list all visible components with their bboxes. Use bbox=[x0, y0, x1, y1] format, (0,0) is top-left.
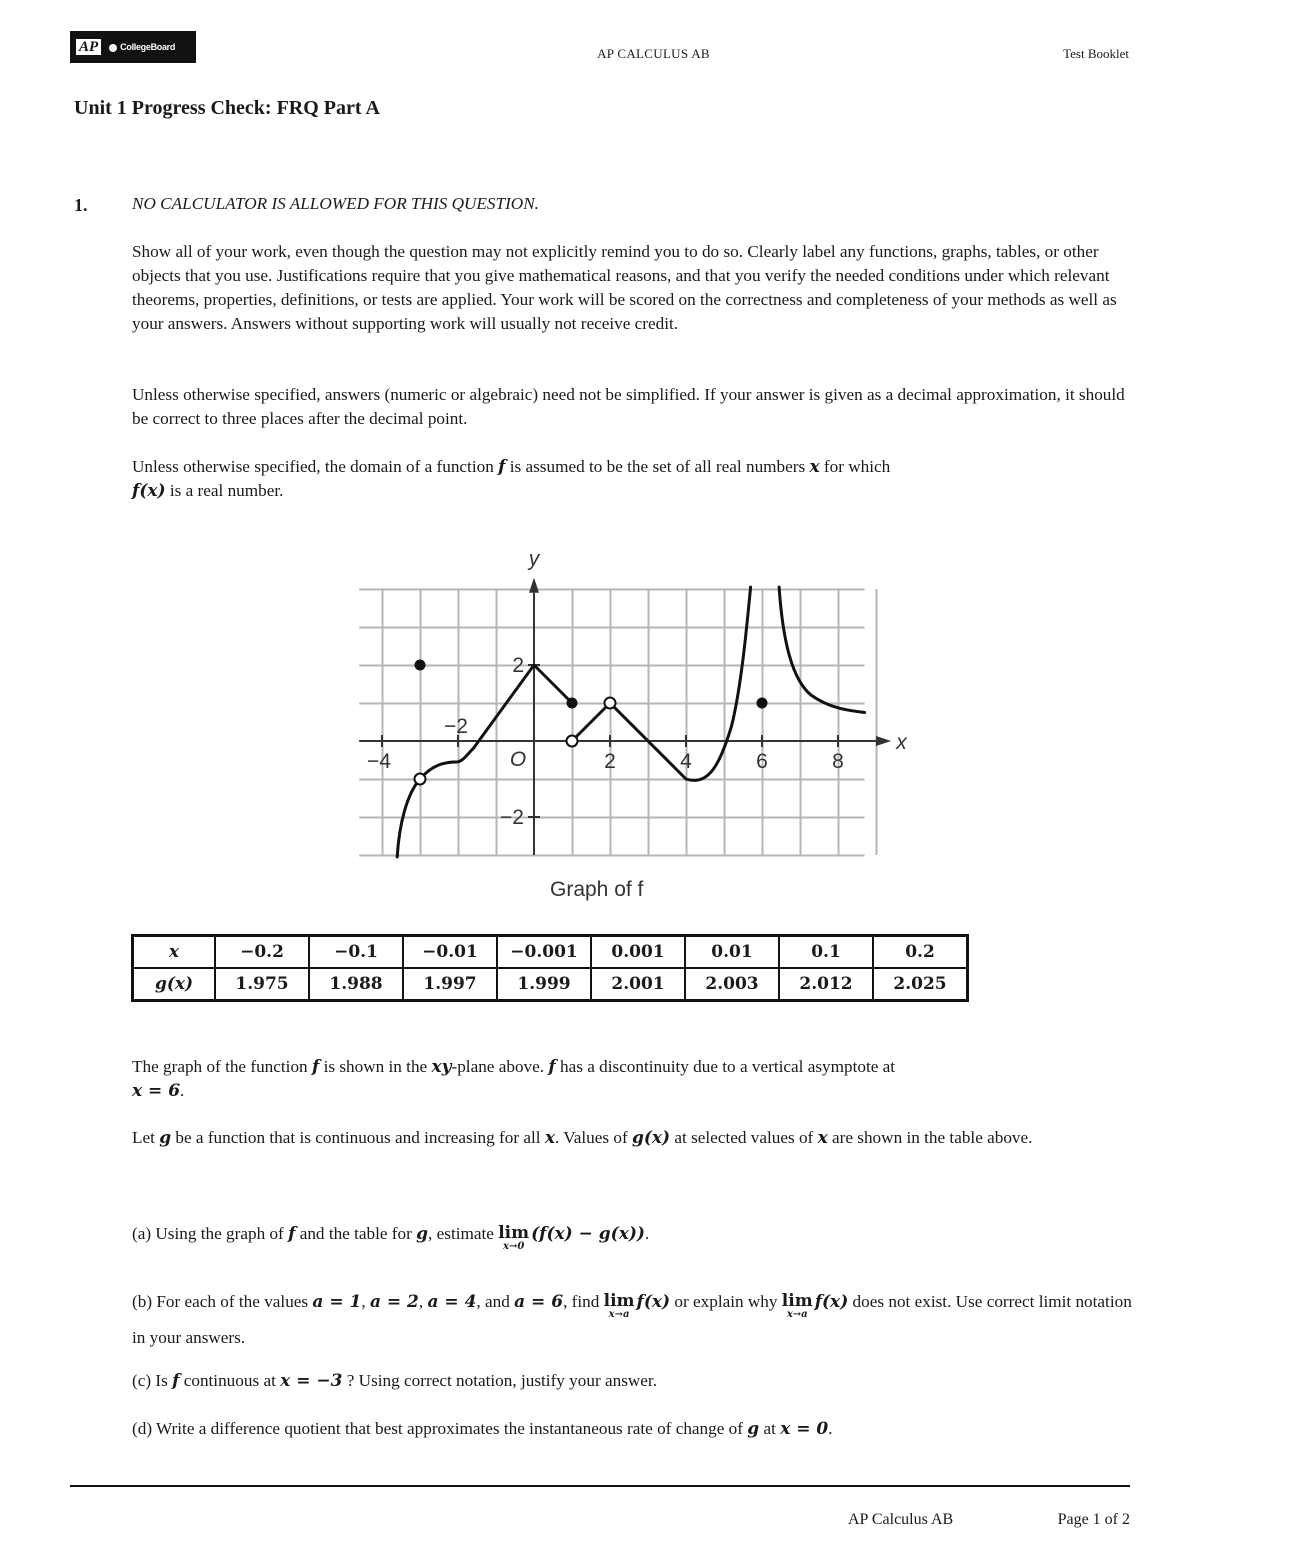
part-a: (a) Using the graph of f and the table for g, estimate lim x→0 (f(x) − g(x)). bbox=[132, 1223, 650, 1252]
graph-of-f bbox=[350, 545, 907, 870]
limit-notation: lim x→a bbox=[781, 1291, 813, 1320]
table-cell: −0.1 bbox=[309, 936, 403, 969]
logo-ap-text: AP bbox=[76, 39, 101, 55]
table-cell: 1.975 bbox=[215, 968, 309, 1001]
curve-piece-right bbox=[779, 587, 865, 712]
table-cell: −0.2 bbox=[215, 936, 309, 969]
table-row-x bbox=[133, 936, 968, 969]
table-cell: 1.997 bbox=[403, 968, 497, 1001]
header-booklet: Test Booklet bbox=[1063, 46, 1129, 61]
part-d: (d) Write a difference quotient that best approximates the instantaneous rate of change of g at x = 0. bbox=[132, 1419, 833, 1439]
y-tick-label: −2 bbox=[500, 806, 524, 829]
curve-piece-left bbox=[397, 749, 473, 857]
open-point bbox=[605, 698, 616, 709]
question-number: 1. bbox=[74, 195, 88, 215]
table-cell: 0.001 bbox=[591, 936, 685, 969]
closed-point bbox=[757, 698, 768, 709]
open-point bbox=[415, 774, 426, 785]
table-cell: 2.025 bbox=[873, 968, 968, 1001]
table-cell: 2.001 bbox=[591, 968, 685, 1001]
page-title: Unit 1 Progress Check: FRQ Part A bbox=[74, 97, 380, 119]
x-axis-label: x bbox=[896, 731, 907, 754]
table-header-gx: g(x) bbox=[133, 968, 216, 1001]
header-course: AP CALCULUS AB bbox=[597, 46, 710, 61]
x-tick-label: −4 bbox=[367, 750, 391, 773]
graph-caption: Graph of f bbox=[550, 878, 644, 901]
directions-paragraph-2: Unless otherwise specified, answers (numeric or algebraic) need not be simplified. If your answer is given as a decimal approximation, it should be correct to three places after the decimal point. bbox=[132, 385, 1125, 428]
curve-piece-peak bbox=[473, 665, 572, 749]
x-tick-label: 2 bbox=[604, 750, 616, 773]
table-cell: 1.999 bbox=[497, 968, 591, 1001]
limit-notation: lim x→0 bbox=[498, 1223, 530, 1252]
table-cell: 2.012 bbox=[779, 968, 873, 1001]
y-axis-arrow bbox=[529, 578, 539, 593]
table-cell: −0.01 bbox=[403, 936, 497, 969]
table-header-x: x bbox=[133, 936, 216, 969]
table-cell: 0.2 bbox=[873, 936, 968, 969]
table-cell: 0.01 bbox=[685, 936, 779, 969]
directions-paragraph-3: Unless otherwise specified, the domain of a function f is assumed to be the set of all real numbers x for which f(x) is a real number. bbox=[132, 457, 891, 501]
x-tick-label: 6 bbox=[756, 750, 768, 773]
limit-notation: lim x→a bbox=[603, 1291, 635, 1320]
x-axis-arrow bbox=[876, 736, 891, 746]
closed-point bbox=[567, 698, 578, 709]
origin-label: O bbox=[509, 748, 527, 771]
footer-divider bbox=[70, 1485, 1130, 1487]
open-point bbox=[567, 736, 578, 747]
x-tick-label: −2 bbox=[444, 715, 468, 738]
calculator-instruction: NO CALCULATOR IS ALLOWED FOR THIS QUESTION. bbox=[132, 194, 539, 213]
table-cell: 1.988 bbox=[309, 968, 403, 1001]
g-values-table bbox=[131, 934, 969, 1002]
table-cell: 0.1 bbox=[779, 936, 873, 969]
table-cell: −0.001 bbox=[497, 936, 591, 969]
footer-course: AP Calculus AB bbox=[848, 1511, 954, 1528]
directions-paragraph-1: Show all of your work, even though the question may not explicitly remind you to do so. Clearly label any functions, graphs, tables, or other objects that you use. Justifications require that you give mathematical reasons, and that you verify the needed conditions under which relevant theorems, properties, definitions, or tests are applied. Your work will be scored on the correctness and completeness of your methods as well as your answers. Answers without supporting work will usually not receive credit. bbox=[132, 242, 1117, 333]
part-b: (b) For each of the values a = 1, a = 2, a = 4, and a = 6, find lim x→a f(x) or explain why lim x→a f(x) does not exist. Use correct limit notation in your answers. bbox=[132, 1291, 1132, 1347]
graph-grid bbox=[359, 589, 876, 856]
footer-page-number: Page 1 of 2 bbox=[1057, 1511, 1130, 1528]
part-c: (c) Is f continuous at x = −3 ? Using correct notation, justify your answer. bbox=[132, 1371, 658, 1391]
x-tick-label: 4 bbox=[680, 750, 692, 773]
logo-collegeboard-text: CollegeBoard bbox=[109, 42, 175, 52]
table-description: Let g be a function that is continuous and increasing for all x. Values of g(x) at selected values of x are shown in the table above. bbox=[132, 1128, 1033, 1148]
graph-description: The graph of the function f is shown in the xy-plane above. f has a discontinuity due to a vertical asymptote at x = 6. bbox=[132, 1057, 896, 1101]
x-tick-label: 8 bbox=[832, 750, 844, 773]
y-axis-label: y bbox=[528, 547, 540, 571]
table-cell: 2.003 bbox=[685, 968, 779, 1001]
y-tick-label: 2 bbox=[512, 654, 524, 677]
closed-point bbox=[415, 660, 426, 671]
table-row-g bbox=[133, 968, 968, 1001]
